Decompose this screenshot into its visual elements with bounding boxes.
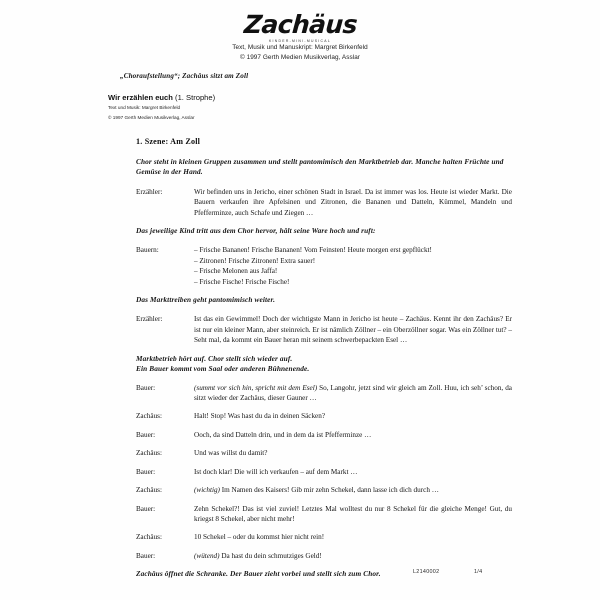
list-item: – Frische Fische! Frische Fische! <box>194 277 290 286</box>
song-credit-copyright: © 1997 Gerth Medien Musikverlag, Asslar <box>108 114 195 120</box>
speech-text <box>194 551 512 561</box>
speaker-label: Bauern: <box>136 246 159 255</box>
masthead-credit-authors: Text, Musik und Manuskript: Margret Birkenfeld <box>232 44 368 52</box>
speech-line <box>136 504 512 525</box>
speaker-label: Zachäus: <box>136 486 162 495</box>
inline-stage-direction: (wütend) <box>194 551 220 560</box>
speech-line <box>136 245 512 287</box>
list-item: – Frische Melonen aus Jaffa! <box>194 267 278 276</box>
song-credit-authors: Text und Musik: Margret Birkenfeld <box>108 105 181 110</box>
speech-text <box>194 383 512 404</box>
speech-text <box>194 245 512 287</box>
speaker-label: Bauer: <box>136 467 156 476</box>
speech-line <box>136 448 512 458</box>
speaker-label: Bauer: <box>136 504 156 513</box>
list-item: – Zitronen! Frische Zitronen! Extra sauer! <box>194 256 316 265</box>
speaker-label: Bauer: <box>136 383 156 392</box>
speech-line <box>136 532 512 542</box>
speech-line <box>136 314 512 345</box>
song-title <box>108 93 512 102</box>
speech-text-body: Da hast du dein schmutziges Geld! <box>219 551 322 560</box>
speaker-label: Erzähler: <box>136 187 163 196</box>
speech-line <box>136 485 512 495</box>
speaker-label: Zachäus: <box>136 533 162 542</box>
logo-subtitle: KINDER-MINI-MUSICAL <box>269 39 331 44</box>
speech-text: Ooch, da sind Datteln drin, und in dem da ist Pfefferminze … <box>194 430 372 439</box>
zachaeus-logo: Zachäus <box>242 10 358 39</box>
inline-stage-direction: (summt vor sich hin, spricht mit dem Esel) <box>194 383 318 392</box>
document-content <box>108 72 512 589</box>
masthead <box>0 0 600 63</box>
stage-direction: Chor steht in kleinen Gruppen zusammen und stellt pantomimisch den Marktbetrieb dar. Manche halten Früchte und Gemüse in der Hand. <box>136 156 504 177</box>
speech-text: Zehn Schekel?! Das ist viel zuviel! Letztes Mal wolltest du nur 8 Schekel für die gleiche Menge! Gut, du kriegst 8 Schekel, aber nicht mehr! <box>194 504 512 523</box>
list-item: – Frische Bananen! Frische Bananen! Vom Feinsten! Heute morgen erst gepflückt! <box>194 246 432 255</box>
speech-text <box>194 485 512 495</box>
scene-heading: 1. Szene: Am Zoll <box>136 136 201 146</box>
stage-direction: Das Markttreiben geht pantomimisch weiter. <box>136 295 276 305</box>
speech-text: Ist das ein Gewimmel! Doch der wichtigste Mann in Jericho ist heute – Zachäus. Kennt ihr den Zachäus? Er ist nur ein kleiner Mann, aber steinreich. Er ist nämlich Zöllner – ein Oberzöllner sogar. Was ein Zöllner tut? – Seht mal, da kommt ein Bauer heran mit seinem schwerbepackten Esel … <box>194 315 512 345</box>
speech-line <box>136 430 512 440</box>
speech-line <box>136 551 512 561</box>
speech-text: Wir befinden uns in Jericho, einer schönen Stadt in Israel. Da ist immer was los. Heute ist wieder Markt. Die Bauern verkaufen ihre Apfelsinen und Zitronen, die Bananen und Datteln, Kümmel, Mandeln und Pfefferminze, auch Schafe und Ziegen … <box>194 187 512 217</box>
speech-text: Halt! Stop! Was hast du da in deinen Säcken? <box>194 412 326 421</box>
speech-text: Und was willst du damit? <box>194 449 268 458</box>
stage-direction: Das jeweilige Kind tritt aus dem Chor hervor, hält seine Ware hoch und ruft: <box>136 226 376 235</box>
speech-line <box>136 187 512 218</box>
speech-text-body: Im Namen des Kaisers! Gib mir zehn Schekel, dann lasse ich dich durch … <box>219 486 439 495</box>
speaker-label: Zachäus: <box>136 412 162 421</box>
stage-title: „Choraufstellung“; Zachäus sitzt am Zoll <box>120 72 249 80</box>
speech-text: Ist doch klar! Die will ich verkaufen – auf dem Markt … <box>194 467 358 476</box>
stage-direction-line: Marktbetrieb hört auf. Chor stellt sich wieder auf. <box>136 353 293 363</box>
speech-line <box>136 383 512 404</box>
speaker-label: Bauer: <box>136 551 156 560</box>
speaker-label: Erzähler: <box>136 315 163 324</box>
page-number: 1/4 <box>474 569 483 575</box>
song-title-strophe: (1. Strophe) <box>175 93 216 102</box>
speech-text-body: So, Langohr, jetzt sind wir gleich am Zoll. Huu, ich seh’ schon, da sitzt wieder der Zachäus, dieser Gauner … <box>194 383 512 402</box>
stage-direction <box>136 354 512 375</box>
speech-line <box>136 411 512 421</box>
inline-stage-direction: (wichtig) <box>194 486 220 495</box>
speech-line <box>136 467 512 477</box>
document-id: L2140002 <box>413 569 440 575</box>
speaker-label: Bauer: <box>136 430 156 439</box>
stage-direction-line: Ein Bauer kommt vom Saal oder anderen Bühnenende. <box>136 364 310 374</box>
speech-text: 10 Schekel – oder du kommst hier nicht rein! <box>194 533 325 542</box>
speaker-label: Zachäus: <box>136 449 162 458</box>
stage-direction: Zachäus öffnet die Schranke. Der Bauer zieht vorbei und stellt sich zum Chor. <box>136 569 381 579</box>
song-title-main: Wir erzählen euch <box>108 93 173 102</box>
masthead-credit-copyright: © 1997 Gerth Medien Musikverlag, Asslar <box>240 54 360 62</box>
script-body <box>136 157 512 580</box>
